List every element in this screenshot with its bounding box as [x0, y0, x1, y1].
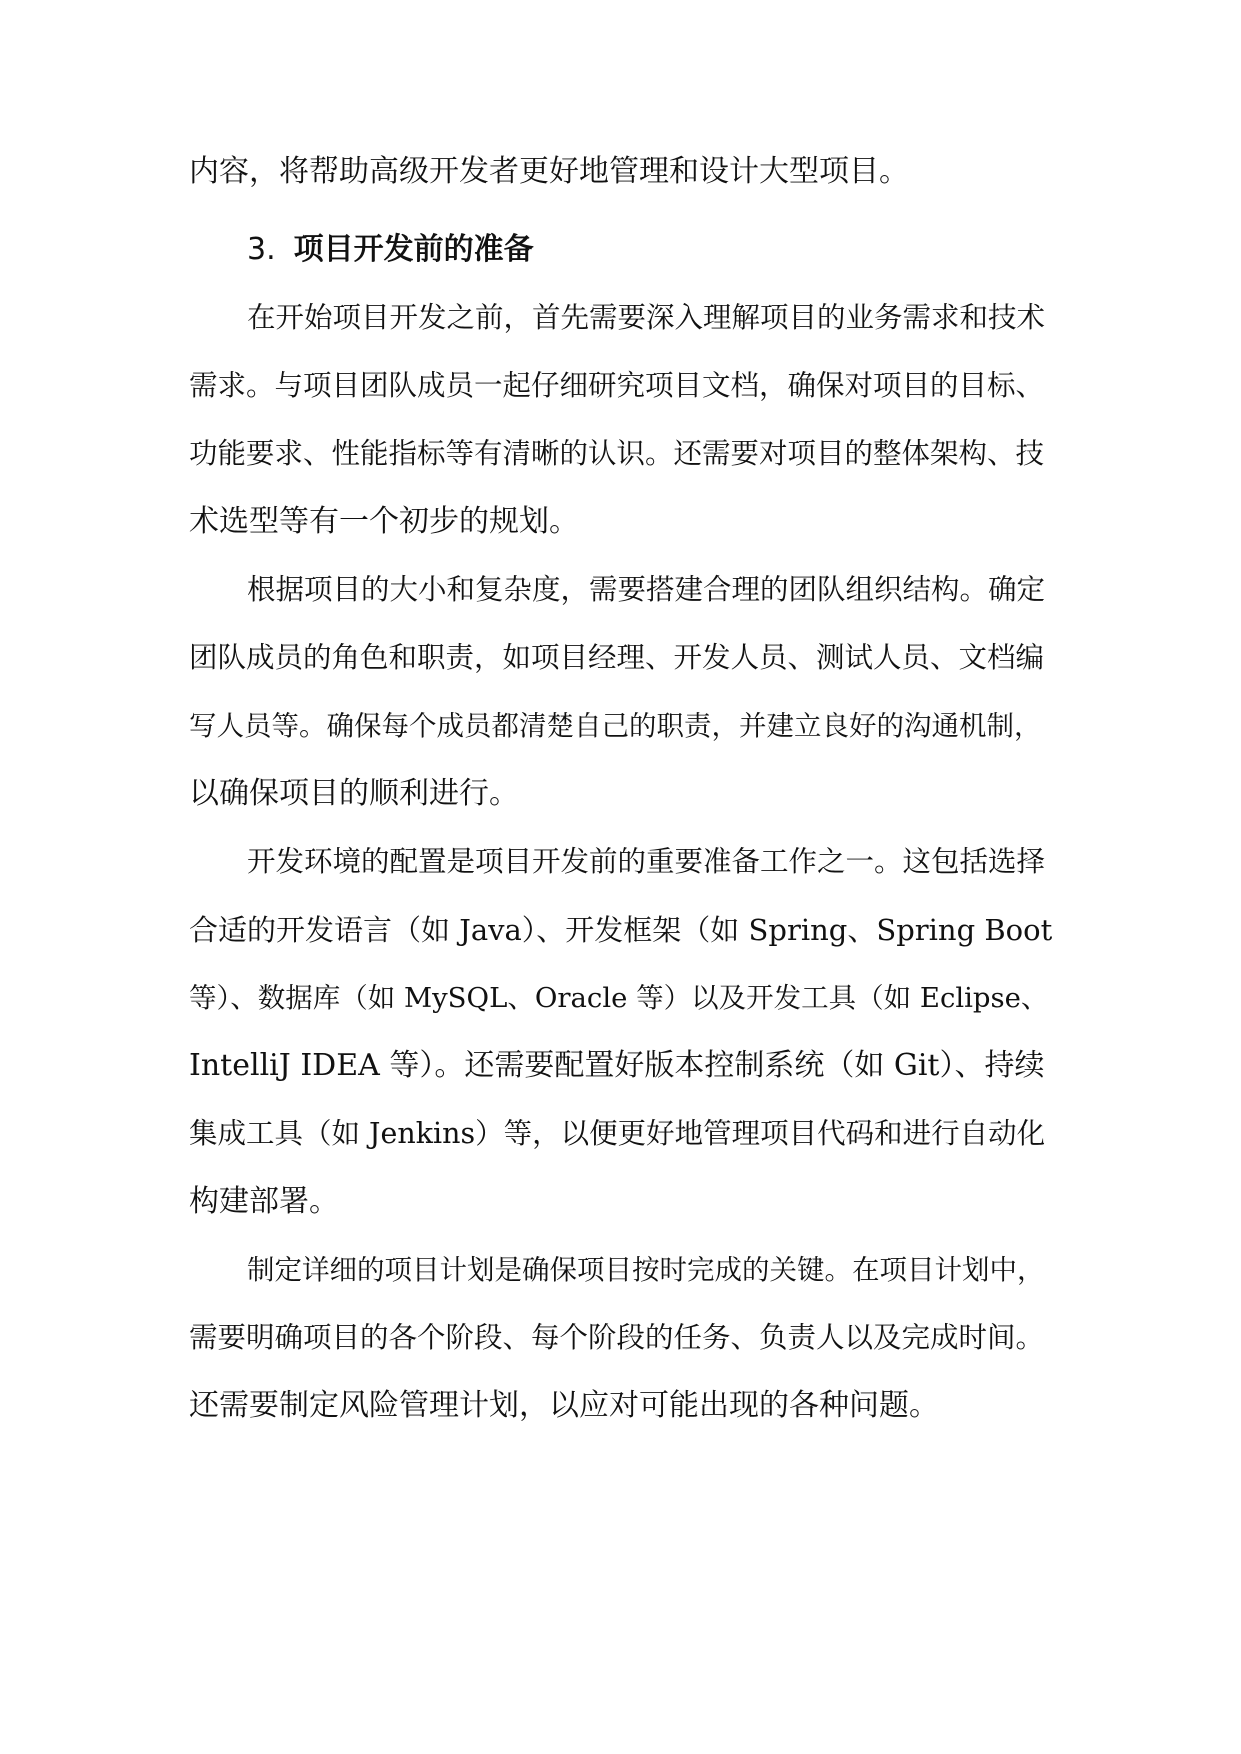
paragraph-line: 根据项目的大小和复杂度，需要搭建合理的团队组织结构。确定: [247, 573, 1046, 606]
paragraph-line: 在开始项目开发之前，首先需要深入理解项目的业务需求和技术: [247, 301, 1046, 334]
section-number: 3.: [247, 232, 276, 267]
paragraph-line: 需要明确项目的各个阶段、每个阶段的任务、负责人以及完成时间。: [189, 1321, 1045, 1354]
paragraph-line: 构建部署。: [189, 1184, 339, 1219]
paragraph-line: 需求。与项目团队成员一起仔细研究项目文档，确保对项目的目标、: [189, 369, 1045, 402]
paragraph-line: 集成工具（如 Jenkins）等，以便更好地管理项目代码和进行自动化: [189, 1117, 1046, 1150]
paragraph-line: 还需要制定风险管理计划，以应对可能出现的各种问题。: [189, 1388, 939, 1423]
paragraph-line: 术选型等有一个初步的规划。: [189, 504, 579, 539]
paragraph-line: IntelliJ IDEA 等）。还需要配置好版本控制系统（如 Git）、持续: [189, 1048, 1045, 1083]
paragraph-line: 合适的开发语言（如 Java）、开发框架（如 Spring、Spring Boot: [189, 913, 1053, 947]
paragraph-line: 制定详细的项目计划是确保项目按时完成的关键。在项目计划中，: [247, 1254, 1045, 1286]
paragraph-line: 开发环境的配置是项目开发前的重要准备工作之一。这包括选择: [247, 845, 1046, 878]
paragraph-line: 功能要求、性能指标等有清晰的认识。还需要对项目的整体架构、技: [189, 437, 1045, 470]
paragraph-line: 内容，将帮助高级开发者更好地管理和设计大型项目。: [189, 154, 909, 189]
paragraph-line: 团队成员的角色和职责，如项目经理、开发人员、测试人员、文档编: [189, 641, 1045, 674]
section-heading: [247, 230, 534, 270]
paragraph-line: 等）、数据库（如 MySQL、Oracle 等）以及开发工具（如 Eclipse、: [189, 982, 1049, 1014]
section-title: 项目开发前的准备: [293, 232, 534, 267]
paragraph-line: 以确保项目的顺利进行。: [189, 776, 519, 811]
paragraph-line: 写人员等。确保每个成员都清楚自己的职责，并建立良好的沟通机制，: [189, 710, 1042, 742]
